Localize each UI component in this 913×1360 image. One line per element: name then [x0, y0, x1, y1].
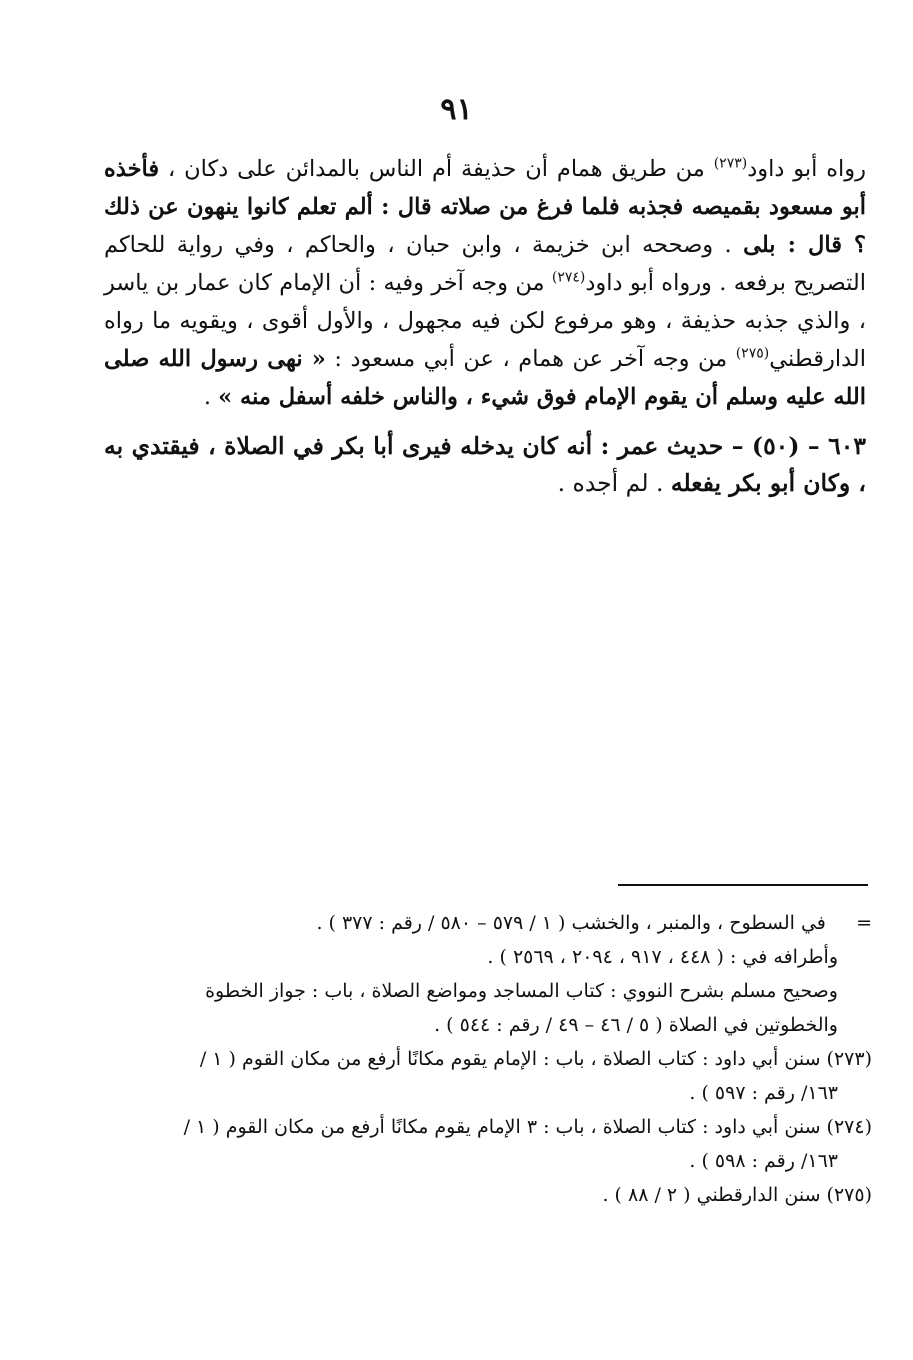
main-text: [104, 150, 866, 502]
footnote-ref-275[interactable]: (٢٧٥): [735, 345, 770, 362]
text-segment: . وصححه ابن خزيمة ، وابن حبان ، والحاكم ، وفي رواية للحاكم التصريح برفعه . ورواه أبو داود: [104, 232, 866, 296]
footnote-continuation-line: والخطوتين في الصلاة ( ٥ / ٤٦ – ٤٩ / رقم : ٥٤٤ ) .: [434, 1014, 838, 1036]
footnote-273: (٢٧٣) سنن أبي داود : كتاب الصلاة ، باب : الإمام يقوم مكانًا أرفع من مكان القوم ( ١ /: [199, 1048, 872, 1070]
footnote-273-continued: ١٦٣/ رقم : ٥٩٧ ) .: [689, 1082, 838, 1104]
footnote-separator: [618, 884, 868, 886]
hadith-603-text: ٦٠٣ – (٥٠) – حديث عمر : أنه كان يدخله فيرى أبا بكر في الصلاة ، فيقتدي به ، وكان أبو بكر يفعله: [104, 432, 866, 497]
text-segment: من وجه آخر عن همام ، عن أبي مسعود :: [325, 346, 736, 372]
hadith-603-verdict: . لم أجده .: [557, 469, 671, 497]
page-number: ٩١: [440, 92, 473, 127]
footnote-275: (٢٧٥) سنن الدارقطني ( ٢ / ٨٨ ) .: [602, 1184, 872, 1206]
footnote-274: (٢٧٤) سنن أبي داود : كتاب الصلاة ، باب : ٣ الإمام يقوم مكانًا أرفع من مكان القوم ( ١ /: [183, 1116, 872, 1138]
footnote-continuation-line: [104, 906, 872, 940]
text-segment-bold: فأخذه أبو مسعود بقميصه فجذبه فلما فرغ من صلاته قال :: [104, 156, 866, 220]
text-segment: .: [203, 384, 219, 410]
footnotes: [104, 906, 872, 1212]
footnote-text: في السطوح ، والمنبر ، والخشب ( ١ / ٥٧٩ – ٥٨٠ / رقم : ٣٧٧ ) .: [316, 912, 826, 934]
footnote-continuation-line: وأطرافه في : ( ٤٤٨ ، ٩١٧ ، ٢٠٩٤ ، ٢٥٦٩ ) .: [487, 946, 838, 968]
hadith-603-paragraph: [104, 428, 866, 502]
footnote-continuation-line: وصحيح مسلم بشرح النووي : كتاب المساجد ومواضع الصلاة ، باب : جواز الخطوة: [205, 980, 838, 1002]
footnote-ref-273[interactable]: (٢٧٣): [713, 155, 748, 172]
takhrij-paragraph: [104, 150, 866, 416]
footnote-ref-274[interactable]: (٢٧٤): [551, 269, 586, 286]
text-segment: رواه أبو داود: [747, 156, 866, 182]
text-segment: من وجه آخر وفيه : أن الإمام كان عمار بن ياسر ، والذي جذبه حذيفة ، وهو مرفوع لكن فيه مجهول ، والأول أقوى ، ويقويه ما رواه الدارقطني: [104, 270, 866, 372]
continuation-marker: =: [856, 912, 872, 934]
footnote-274-continued: ١٦٣/ رقم : ٥٩٨ ) .: [689, 1150, 838, 1172]
text-segment: من طريق همام أن حذيفة أم الناس بالمدائن على دكان ،: [159, 156, 714, 182]
text-segment-bold: ألم تعلم كانوا ينهون عن ذلك ؟ قال : بلى: [104, 194, 867, 258]
hadith-quote: « نهى رسول الله صلى الله عليه وسلم أن يقوم الإمام فوق شيء ، والناس خلفه أسفل منه »: [104, 346, 866, 410]
